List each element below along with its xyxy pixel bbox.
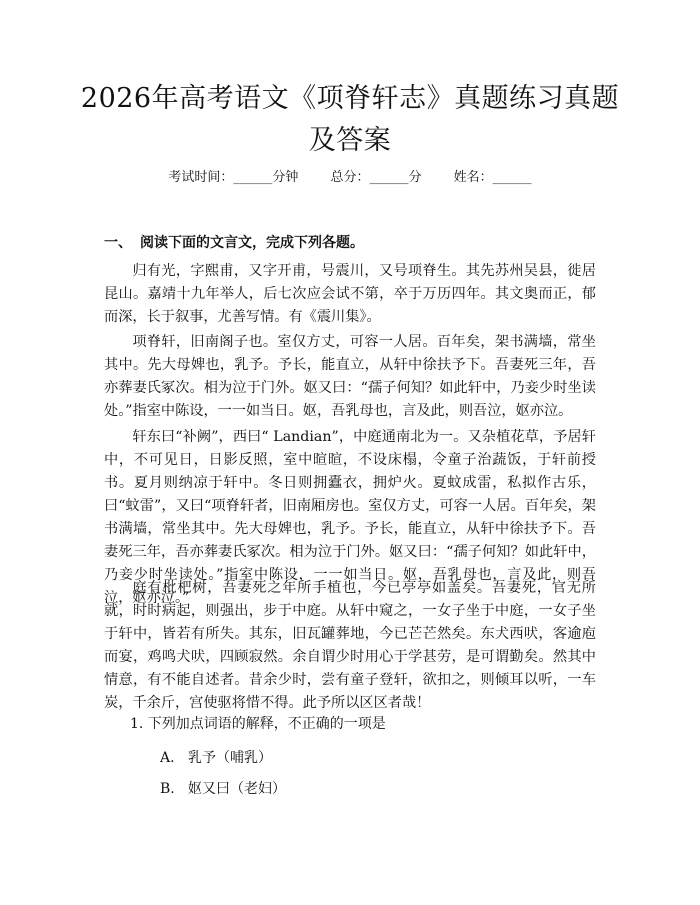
title-line-1: 2026年高考语文《项脊轩志》真题练习真题 <box>80 83 620 114</box>
section-title: 阅读下面的文言文，完成下列各题。 <box>140 235 364 251</box>
option-a <box>160 748 272 768</box>
option-b-text: 妪又曰（老妇） <box>188 781 286 797</box>
option-b <box>160 779 286 799</box>
exam-score: 总分：______分 <box>330 170 422 185</box>
document-title <box>60 78 640 162</box>
passage-paragraph-4: 庭有枇杷树，吾妻死之年所手植也，今已亭亭如盖矣。吾妻死，官无所就，时时病起，则强出，步于中庭。从轩中窥之，一女子坐于中庭，一女子坐于轩中，皆若有所失。其东，旧瓦罐葬地，今已芒芒然矣。东犬西吠，客逾庖而宴，鸡鸣犬吠，四顾寂然。余自谓少时用心于学甚劳，是可谓勤矣。然其中情意，有不能自述者。昔余少时，尝有童子登轩，欲扣之，则倾耳以听，一车炭，千余斤，宫使驱将惜不得。此予所以区区者哉！ <box>104 580 596 711</box>
option-a-text: 乳予（哺乳） <box>188 750 272 766</box>
option-a-letter: A. <box>160 750 175 766</box>
title-line-2: 及答案 <box>308 125 392 156</box>
exam-name: 姓名：______ <box>453 170 532 185</box>
exam-time: 考试时间：______分钟 <box>168 170 299 185</box>
option-b-letter: B. <box>160 781 175 797</box>
question-1: 1. 下列加点词语的解释，不正确的一项是 <box>130 716 386 732</box>
passage-paragraph-1: 归有光，字熙甫，又字开甫，号震川，又号项脊生。其先苏州吴县，徙居昆山。嘉靖十九年举人，后七次应会试不第，卒于万历四年。其文奥而正，郁而深，长于叙事，尤善写情。有《震川集》。 <box>104 263 596 325</box>
exam-meta <box>0 169 700 187</box>
section-heading <box>104 232 364 252</box>
passage-paragraph-2: 项脊轩，旧南阁子也。室仅方丈，可容一人居。百年矣，架书满墙，常坐其中。先大母婢也，乳予。予长，能直立，从轩中徐扶予下。吾妻死三年，吾亦葬妻氏冢次。相为泣于门外。妪又曰：“孺子何知？如此轩中，乃妾少时坐读处。”指室中陈设，一一如当日。妪，吾乳母也，言及此，则吾泣，妪亦泣。 <box>104 334 596 419</box>
passage-paragraph-3: 轩东曰“补阙”，西曰“ Landian”，中庭通南北为一。又杂植花草，予居轩中，不可见日，日影反照，室中暄暄，不设床榻，令童子治蔬饭，于轩前授书。夏月则纳凉于轩中。冬日则拥蠹衣，拥炉火。夏蚊成雷，私拟作古乐，曰“蚊雷”，又曰“项脊轩者，旧南厢房也。室仅方丈，可容一人居。百年矣，架书满墙，常坐其中。先大母婢也，乳予。予长，能直立，从轩中徐扶予下。吾妻死三年，吾亦葬妻氏冢次。相为泣于门外。妪又曰：“孺子何知？如此轩中，乃妾少时坐读处。”指室中陈设，一一如当日。妪，吾乳母也，言及此，则吾泣，妪亦泣。” <box>104 429 596 606</box>
section-number: 一、 <box>104 235 132 251</box>
